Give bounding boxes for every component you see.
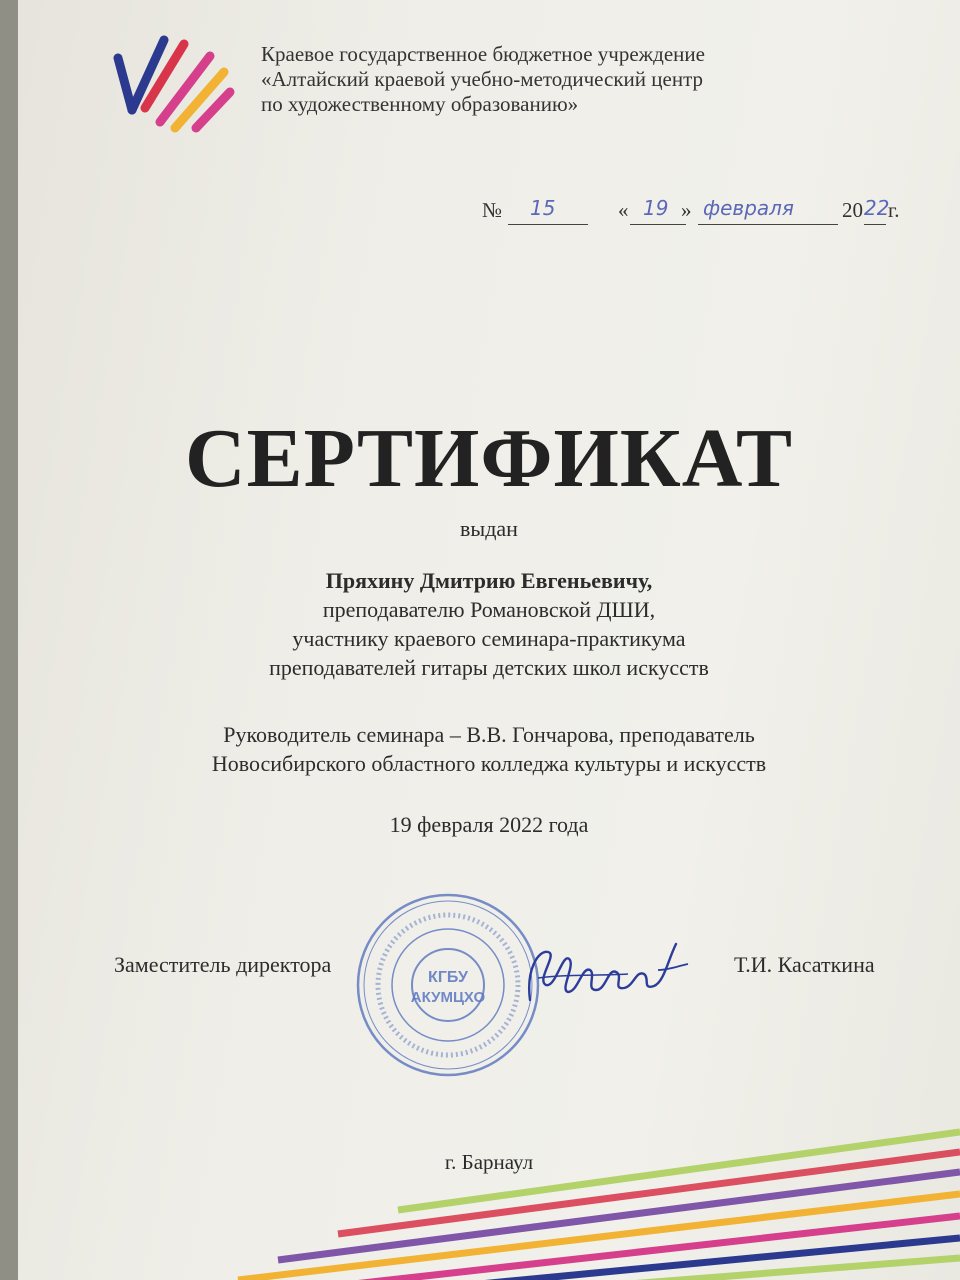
signatory-position: Заместитель директора — [114, 952, 332, 977]
year-end: г. — [888, 198, 900, 222]
day-underline — [630, 224, 686, 225]
year-underline — [864, 224, 886, 225]
date-month: февраля — [703, 196, 794, 220]
certificate-title: СЕРТИФИКАТ — [184, 412, 794, 505]
stamp-text-line-2: АКУМЦХО — [410, 989, 486, 1006]
recipient-event: преподавателей гитары детских школ искусств — [269, 655, 709, 680]
certificate-sheet — [18, 0, 960, 1280]
issue-date: 19 февраля 2022 года — [389, 812, 589, 837]
issued-label: выдан — [460, 516, 518, 541]
decorative-stripes — [18, 1110, 960, 1280]
number-label: № — [482, 198, 503, 222]
date-quote-close: » — [681, 198, 692, 222]
handwritten-signature — [508, 930, 708, 1010]
recipient-participation: участнику краевого семинара-практикума — [292, 626, 686, 651]
recipient-name: Пряхину Дмитрию Евгеньевичу, — [325, 568, 653, 593]
year-prefix: 20 — [842, 198, 863, 222]
year-suffix: 22 — [864, 196, 890, 220]
date-quote-open: « — [618, 198, 629, 222]
certificate-number: 15 — [530, 196, 556, 220]
month-underline — [698, 224, 838, 225]
organization-logo — [100, 30, 240, 140]
stamp-text-line-1: КГБУ — [428, 969, 468, 986]
header-line-1: Краевое государственное бюджетное учреждение — [261, 42, 705, 66]
issuer-header — [261, 42, 705, 117]
recipient-position: преподавателю Романовской ДШИ, — [322, 597, 656, 622]
seminar-leader-line-1: Руководитель семинара – В.В. Гончарова, преподаватель — [223, 722, 755, 747]
number-underline — [508, 224, 588, 225]
seminar-leader-line-2: Новосибирского областного колледжа культуры и искусств — [211, 751, 767, 776]
city: г. Барнаул — [444, 1150, 534, 1174]
signatory-name: Т.И. Касаткина — [734, 952, 875, 977]
date-day: 19 — [643, 196, 669, 220]
header-line-2: «Алтайский краевой учебно-методический центр — [261, 67, 704, 91]
header-line-3: по художественному образованию» — [261, 92, 579, 116]
